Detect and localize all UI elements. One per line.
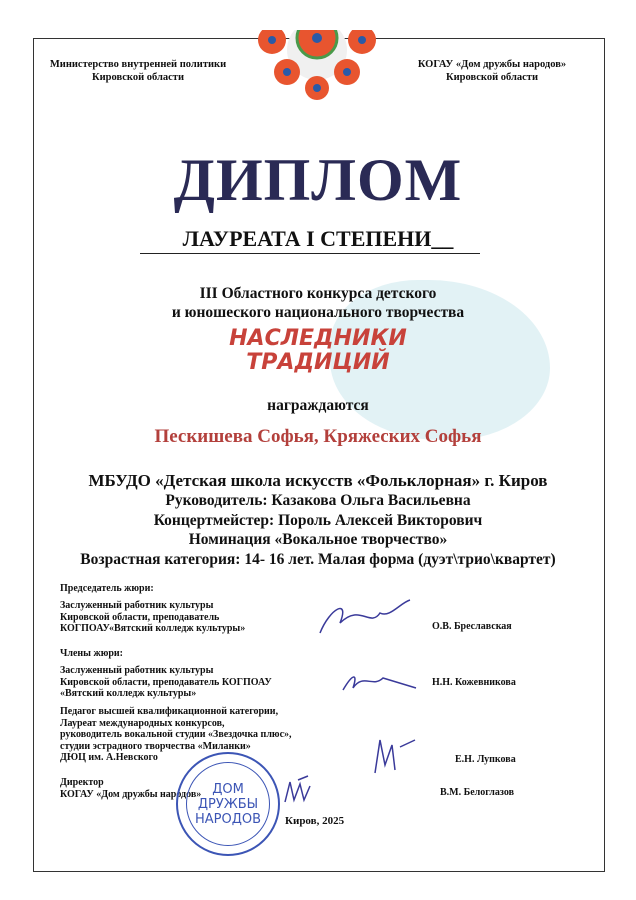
header-right: [402, 58, 582, 84]
desc-line: «Вятский колледж культуры»: [60, 688, 197, 699]
nomination: Номинация «Вокальное творчество»: [188, 531, 448, 548]
diploma-subtitle: ЛАУРЕАТА I СТЕПЕНИ__: [182, 226, 454, 251]
header-left: [48, 58, 228, 84]
organization-stamp: [176, 752, 280, 856]
contest-line: и юношеского национального творчества: [171, 304, 465, 321]
desc-line: студии эстрадного творчества «Миланки»: [60, 740, 251, 752]
desc-line: Директор: [60, 777, 104, 788]
ministry-region: Кировской области: [91, 72, 185, 83]
member1-signature: [338, 668, 418, 694]
stamp-line: ДРУЖБЫ: [197, 797, 259, 812]
accompanist: Концертмейстер: Пороль Алексей Викторович: [153, 511, 483, 529]
desc-line: Педагог высшей квалификационной категории,: [60, 706, 279, 717]
contest-name-line: ТРАДИЦИЙ: [246, 350, 390, 375]
desc-line: Заслуженный работник культуры: [60, 665, 214, 676]
chair-signature: [310, 598, 420, 638]
member1-name: Н.Н. Кожевникова: [432, 677, 516, 688]
school: МБУДО «Детская школа искусств «Фольклорная» г. Киров: [88, 471, 548, 490]
ministry-line: Министерство внутренней политики: [49, 59, 227, 70]
stamp-line: ДОМ: [212, 782, 244, 797]
place-year: Киров, 2025: [285, 815, 345, 827]
member2-signature: [370, 735, 430, 775]
desc-line: Кировской области, преподаватель КОГПОАУ: [60, 676, 272, 688]
desc-line: ДЮЦ им. А.Невского: [60, 752, 158, 763]
org-region: Кировской области: [445, 72, 539, 83]
stamp-line: НАРОДОВ: [194, 812, 262, 827]
awarded-label: награждаются: [267, 397, 369, 414]
desc-line: КОГАУ «Дом дружбы народов»: [60, 788, 202, 800]
details: [40, 470, 596, 569]
chair-desc: [60, 600, 245, 635]
chair-name: О.В. Бреславская: [432, 621, 512, 632]
director-signature: [280, 772, 320, 806]
contest-description: [40, 284, 596, 322]
members-label: Члены жюри:: [60, 648, 124, 659]
contest-name-line: НАСЛЕДНИКИ: [229, 326, 407, 351]
member1-desc: [60, 665, 272, 700]
recipients: Пескишева Софья, Кряжеских Софья: [154, 426, 482, 447]
folk-ornament-logo: [232, 30, 402, 100]
desc-line: руководитель вокальной студии «Звездочка плюс»,: [60, 729, 292, 740]
chair-label: Председатель жюри:: [60, 583, 154, 594]
age-category: Возрастная категория: 14- 16 лет. Малая форма (дуэт\трио\квартет): [80, 550, 556, 568]
desc-line: Лауреат международных конкурсов,: [60, 717, 225, 729]
contest-line: III Областного конкурса детского: [199, 285, 437, 302]
subtitle-rule: [140, 253, 480, 254]
teacher: Руководитель: Казакова Ольга Васильевна: [165, 492, 471, 509]
contest-name: [40, 327, 596, 375]
director-name: В.М. Белоглазов: [440, 787, 515, 798]
member2-desc: [60, 706, 292, 764]
desc-line: Заслуженный работник культуры: [60, 600, 214, 611]
diploma-title: ДИПЛОМ: [173, 147, 463, 213]
desc-line: КОГПОАУ«Вятский колледж культуры»: [60, 623, 246, 634]
desc-line: Кировской области, преподаватель: [60, 611, 220, 623]
org-line: КОГАУ «Дом дружбы народов»: [417, 59, 567, 70]
member2-name: Е.Н. Лупкова: [455, 754, 516, 765]
